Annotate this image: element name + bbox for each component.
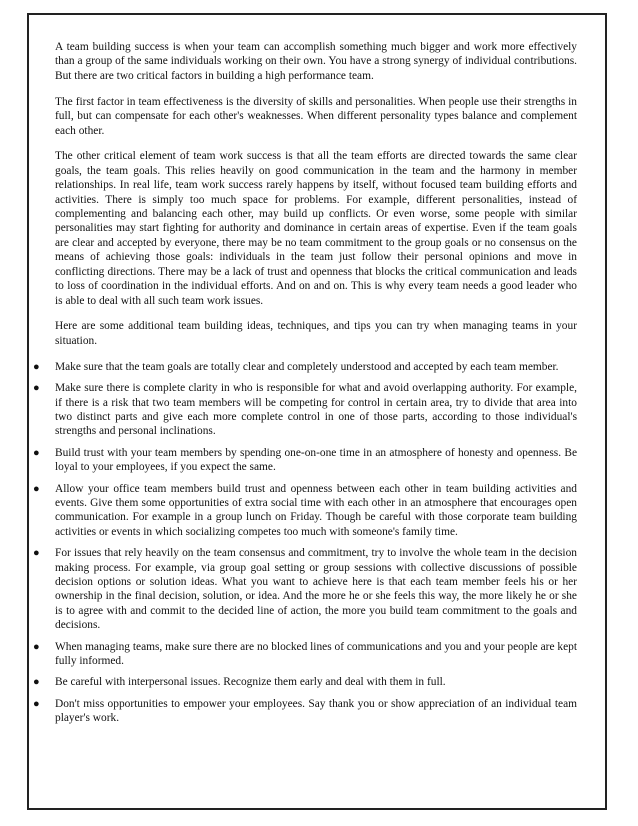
- bullet-icon: ●: [33, 446, 40, 459]
- bullet-icon: ●: [33, 482, 40, 495]
- tips-list: [33, 360, 577, 726]
- list-item-text: Allow your office team members build trust and openness between each other in team building activities and events. Give them some opportunities of extra social time with each other in an atmosphere that encourages open communication. For example in a group lunch on Friday. Though be careful with those corporate team building activities or events in which socializing competes too much with someone's family time.: [55, 482, 577, 538]
- list-item-text: When managing teams, make sure there are no blocked lines of communications and you and your people are kept fully informed.: [55, 640, 577, 668]
- bullet-icon: ●: [33, 640, 40, 653]
- list-item: [33, 381, 577, 439]
- list-item-text: Make sure that the team goals are totally clear and completely understood and accepted by each team member.: [55, 360, 559, 373]
- paragraph-second-factor: The other critical element of team work success is that all the team efforts are directed towards the same clear goals, the team goals. This relies heavily on good communication in the team and the harmony in member relationships. In real life, team work success rarely happens by itself, without focused team building efforts and activities. There is simply too much space for problems. For example, different personalities, instead of complementing and balancing each other, may build up conflicts. Or even worse, some people with similar personalities may start fighting for authority and dominance in certain areas of expertise. Even if the team goals are clear and accepted by everyone, there may be no team commitment to the group goals or no consensus on the means of achieving those goals: individuals in the team just follow their personal opinions and move in conflicting directions. There may be a lack of trust and openness that blocks the critical communication and leads to loss of coordination in the individual efforts. And on and on. This is why every team needs a good leader who is able to deal with all such team work issues.: [55, 150, 577, 307]
- bullet-icon: ●: [33, 547, 40, 560]
- list-item-text: Be careful with interpersonal issues. Recognize them early and deal with them in full.: [55, 676, 446, 689]
- bullet-icon: ●: [33, 360, 40, 373]
- bullet-icon: ●: [33, 382, 40, 395]
- paragraph-tips-intro: Here are some additional team building ideas, techniques, and tips you can try when managing teams in your situation.: [55, 320, 577, 347]
- list-item: [33, 640, 577, 669]
- list-item: [33, 482, 577, 540]
- list-item-text: For issues that rely heavily on the team consensus and commitment, try to involve the whole team in the decision making process. For example, via group goal setting or group sessions with collective discussions of possible decision options or solution ideas. What you want to achieve here is that each team member feels his or her ownership in the final decision, solution, or idea. And the more he or she feels this way, the more likely he or she is to agree with and commit to the decided line of action, the more you build team commitment to the goals and decisions.: [55, 547, 577, 632]
- document-body: [33, 40, 577, 733]
- paragraph-first-factor: The first factor in team effectiveness is the diversity of skills and personalities. When people use their strengths in full, but can compensate for each other's weaknesses. When different personality types balance and complement each other.: [55, 95, 577, 137]
- bullet-icon: ●: [33, 697, 40, 710]
- list-item: [33, 675, 577, 689]
- list-item: [33, 360, 577, 374]
- list-item: [33, 446, 577, 475]
- list-item: [33, 697, 577, 726]
- list-item-text: Make sure there is complete clarity in who is responsible for what and avoid overlapping authority. For example, if there is a risk that two team members will be competing for control in certain area, try to divide that area into two distinct parts and give each more complete control in one of those parts, according to those individual's strengths and personal inclinations.: [55, 382, 577, 438]
- paragraph-intro: A team building success is when your team can accomplish something much bigger and work more effectively than a group of the same individuals working on their own. You have a strong synergy of individual contributions. But there are two critical factors in building a high performance team.: [55, 41, 577, 82]
- list-item: [33, 546, 577, 632]
- list-item-text: Build trust with your team members by spending one-on-one time in an atmosphere of honesty and openness. Be loyal to your employees, if you expect the same.: [55, 446, 577, 474]
- list-item-text: Don't miss opportunities to empower your employees. Say thank you or show appreciation of an individual team player's work.: [55, 697, 577, 725]
- bullet-icon: ●: [33, 676, 40, 689]
